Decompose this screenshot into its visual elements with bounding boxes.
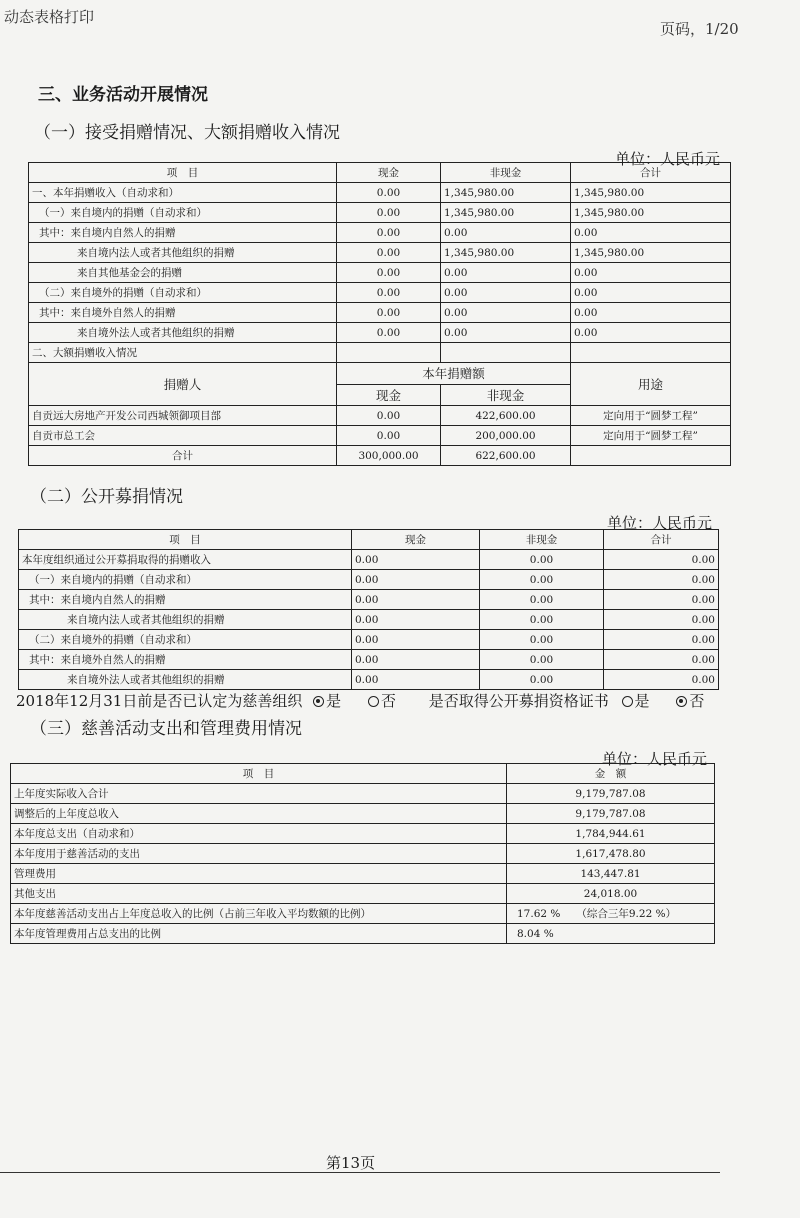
amount-header: 本年捐赠额: [337, 363, 571, 385]
page-counter: 页码，1/20: [660, 20, 739, 38]
footer-divider: [0, 1172, 720, 1173]
table-row: 其他支出 24,018.00: [11, 884, 715, 904]
section-title: 三、业务活动开展情况: [38, 85, 208, 105]
donation-table: [28, 162, 731, 466]
expenditure-table: [10, 763, 715, 944]
table-row: （一）来自境内的捐赠（自动求和） 0.00 0.00 0.00: [19, 570, 719, 590]
table-row: 其中：来自境外自然人的捐赠 0.00 0.00 0.00: [19, 650, 719, 670]
fundraising-cert-question: 是否取得公开募捐资格证书: [428, 692, 609, 710]
table-row: 其中：来自境内自然人的捐赠 0.00 0.00 0.00: [19, 590, 719, 610]
table-row: （二）来自境外的捐赠（自动求和） 0.00 0.00 0.00: [29, 283, 731, 303]
table-row: 来自境内法人或者其他组织的捐赠 0.00 1,345,980.00 1,345,980.00: [29, 243, 731, 263]
table-row: （二）来自境外的捐赠（自动求和） 0.00 0.00 0.00: [19, 630, 719, 650]
donor-header: 捐赠人: [29, 363, 337, 406]
table-row: 本年度总支出（自动求和） 1,784,944.61: [11, 824, 715, 844]
table-row: 二、大额捐赠收入情况: [29, 343, 731, 363]
charity-no-radio[interactable]: [368, 696, 379, 707]
table-row: （一）来自境内的捐赠（自动求和） 0.00 1,345,980.00 1,345,980.00: [29, 203, 731, 223]
table-row: 本年度组织通过公开募捐取得的捐赠收入 0.00 0.00 0.00: [19, 550, 719, 570]
table-row: 其中：来自境外自然人的捐赠 0.00 0.00 0.00: [29, 303, 731, 323]
table-row: 来自其他基金会的捐赠 0.00 0.00 0.00: [29, 263, 731, 283]
table-row: 本年度慈善活动支出占上年度总收入的比例（占前三年收入平均数额的比例） 17.62 % （综合三年9.22 %）: [11, 904, 715, 924]
table-row: 来自境外法人或者其他组织的捐赠 0.00 0.00 0.00: [29, 323, 731, 343]
table-row: 其中：来自境内自然人的捐赠 0.00 0.00 0.00: [29, 223, 731, 243]
charity-org-question: 2018年12月31日前是否已认定为慈善组织: [16, 692, 303, 710]
s3-title: （三）慈善活动支出和管理费用情况: [30, 719, 302, 739]
s1-title: （一）接受捐赠情况、大额捐赠收入情况: [34, 123, 340, 143]
table-row: 本年度管理费用占总支出的比例 8.04 %: [11, 924, 715, 944]
public-fundraising-table: [18, 529, 719, 690]
s2-unit: 单位：人民币元: [607, 514, 713, 532]
page-number: 第13页: [326, 1154, 376, 1172]
table-row: 一、本年捐赠收入（自动求和） 0.00 1,345,980.00 1,345,980.00: [29, 183, 731, 203]
col-header-item: 项 目: [29, 163, 337, 183]
col-header-total: 合计: [604, 530, 719, 550]
table-row: 来自境外法人或者其他组织的捐赠 0.00 0.00 0.00: [19, 670, 719, 690]
donor-cash-header: 现金: [337, 384, 441, 406]
table-row: 本年度用于慈善活动的支出 1,617,478.80: [11, 844, 715, 864]
s2-title: （二）公开募捐情况: [30, 487, 183, 507]
table-row: 合计 300,000.00 622,600.00: [29, 446, 731, 466]
table-row: 自贡远大房地产开发公司西城领御项目部 0.00 422,600.00 定向用于“圆梦工程”: [29, 406, 731, 426]
print-header-title: 动态表格打印: [4, 8, 95, 26]
cert-yes-radio[interactable]: [622, 696, 633, 707]
col-header-cash: 现金: [352, 530, 480, 550]
table-row: 自贡市总工会 0.00 200,000.00 定向用于“圆梦工程”: [29, 426, 731, 446]
donor-noncash-header: 非现金: [441, 384, 571, 406]
col-header-total: 合计: [571, 163, 731, 183]
col-header-item: 项 目: [19, 530, 352, 550]
col-header-noncash: 非现金: [480, 530, 604, 550]
certify-line: 2018年12月31日前是否已认定为慈善组织 是 否 是否取得公开募捐资格证书 是 否: [16, 692, 705, 710]
col-header-item: 项 目: [11, 764, 507, 784]
charity-yes-radio[interactable]: [313, 696, 324, 707]
col-header-cash: 现金: [337, 163, 441, 183]
col-header-amount: 金 额: [507, 764, 715, 784]
table-row: 调整后的上年度总收入 9,179,787.08: [11, 804, 715, 824]
table-row: 来自境内法人或者其他组织的捐赠 0.00 0.00 0.00: [19, 610, 719, 630]
s1-unit: 单位：人民币元: [615, 150, 721, 168]
use-header: 用途: [571, 363, 731, 406]
table-row: 上年度实际收入合计 9,179,787.08: [11, 784, 715, 804]
s3-unit: 单位：人民币元: [602, 750, 708, 768]
cert-no-radio[interactable]: [676, 696, 687, 707]
col-header-noncash: 非现金: [441, 163, 571, 183]
table-row: 管理费用 143,447.81: [11, 864, 715, 884]
